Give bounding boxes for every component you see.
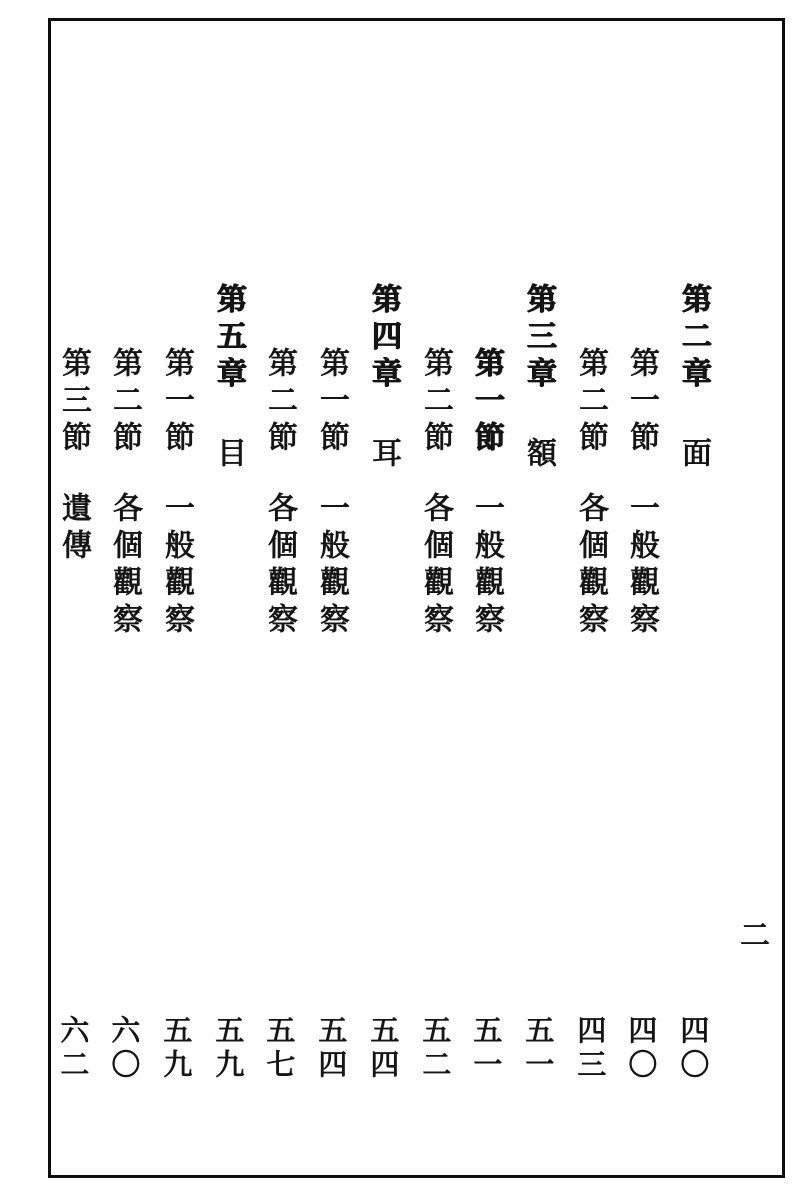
- toc-entry-section: [51, 21, 95, 1175]
- entry-title: 耳: [366, 437, 401, 474]
- entry-page-number: 四〇: [676, 1015, 711, 1083]
- entry-title: 各個觀察: [418, 492, 453, 640]
- entry-title: 各個觀察: [107, 492, 142, 640]
- entry-page-number: 五二: [418, 1015, 453, 1083]
- entry-label: 第五章: [211, 283, 246, 394]
- page-frame: [48, 18, 785, 1178]
- entry-page-number: 五九: [211, 1015, 246, 1083]
- entry-page-number: 六〇: [107, 1015, 142, 1083]
- toc-entry-section: [413, 21, 457, 1175]
- entry-title: 額: [521, 437, 556, 474]
- toc-entry-chapter: [516, 21, 560, 1175]
- entry-page-number: 六二: [56, 1015, 91, 1083]
- entry-page-number: 五一: [521, 1015, 556, 1083]
- entry-page-number: 五四: [366, 1015, 401, 1083]
- entry-title: 一般觀察: [624, 492, 659, 640]
- entry-label: 第二節: [573, 347, 608, 458]
- entry-label: 第一節: [469, 347, 504, 458]
- toc-entry-section: [619, 21, 663, 1175]
- entry-title: 面: [676, 437, 711, 474]
- entry-label: 第一節: [314, 347, 349, 458]
- entry-title: 一般觀察: [314, 492, 349, 640]
- toc-entry-section: [464, 21, 508, 1175]
- entry-label: 第二章: [676, 283, 711, 394]
- entry-label: 第二節: [262, 347, 297, 458]
- entry-label: 第四章: [366, 283, 401, 394]
- toc-entry-chapter: [206, 21, 250, 1175]
- entry-title: 遺傳: [56, 492, 91, 566]
- entry-page-number: 五九: [159, 1015, 194, 1083]
- entry-label: 第二節: [107, 347, 142, 458]
- toc-entry-section: [154, 21, 198, 1175]
- entry-page-number: 四〇: [624, 1015, 659, 1083]
- entry-label: 第三章: [521, 283, 556, 394]
- entry-page-number: 五一: [469, 1015, 504, 1083]
- toc-entry-section: [102, 21, 146, 1175]
- entry-title: 目: [211, 437, 246, 474]
- toc-entry-section: [257, 21, 301, 1175]
- toc-entry-section: [309, 21, 353, 1175]
- entry-label: 第一節: [159, 347, 194, 458]
- entry-title: 各個觀察: [262, 492, 297, 640]
- entry-page-number: 四三: [573, 1015, 608, 1083]
- entry-page-number: 五四: [314, 1015, 349, 1083]
- toc-entry-chapter: [361, 21, 405, 1175]
- entry-title: 各個觀察: [573, 492, 608, 640]
- entry-label: 第二節: [418, 347, 453, 458]
- folio-number: 二: [734, 919, 769, 956]
- entry-title: 一般觀察: [159, 492, 194, 640]
- toc-entry-section: [568, 21, 612, 1175]
- entry-label: 第一節: [624, 347, 659, 458]
- entry-page-number: 五七: [262, 1015, 297, 1083]
- entry-title: 一般觀察: [469, 492, 504, 640]
- entry-label: 第三節: [56, 347, 91, 458]
- toc-entry-chapter: [671, 21, 715, 1175]
